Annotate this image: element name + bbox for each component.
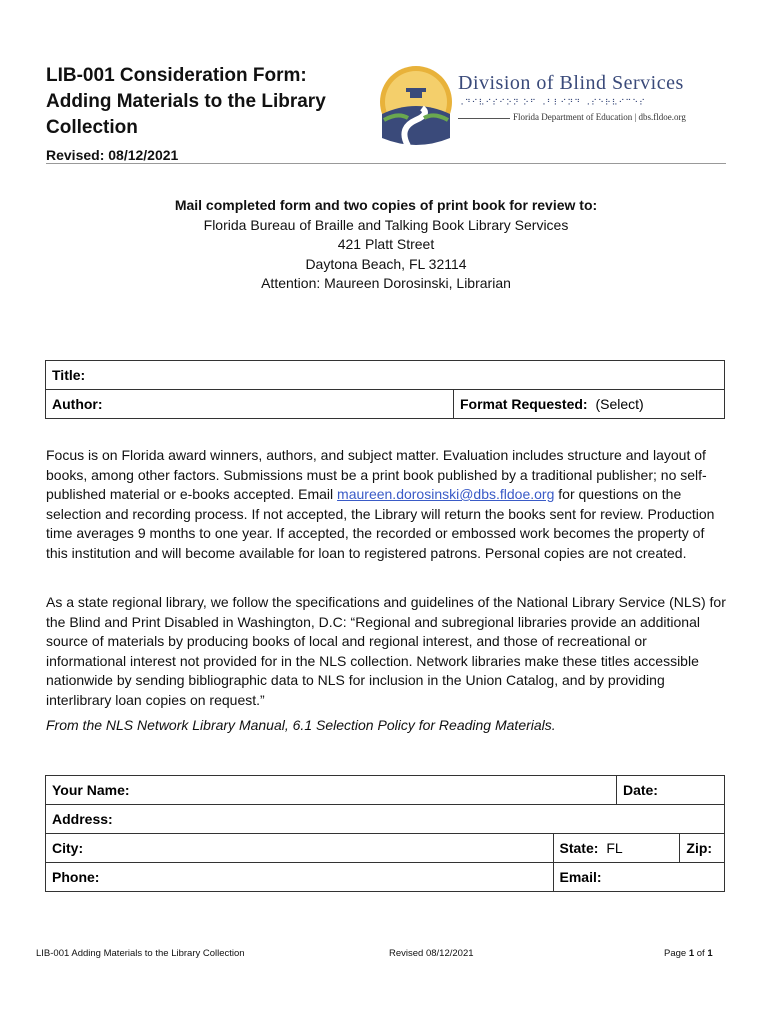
phone-field[interactable] [46, 863, 554, 892]
author-field[interactable] [46, 390, 454, 419]
mail-instructions [46, 196, 726, 294]
mail-line: 421 Platt Street [337, 236, 435, 252]
policy-text: Focus is on Florida award winners, authors, and subject matter. Evaluation includes structure and layout of books, among other factors. Submissions must be a print book published by a traditional publisher; no self-published material or e-books accepted. Email [46, 447, 707, 502]
address-field[interactable] [46, 805, 725, 834]
division-logo [378, 62, 723, 148]
nls-citation: From the NLS Network Library Manual, 6.1 Selection Policy for Reading Materials. [46, 717, 556, 733]
state-value: FL [606, 840, 623, 856]
policy-paragraph [46, 446, 726, 563]
address-label: Address: [52, 811, 113, 827]
nls-paragraph: As a state regional library, we follow the specifications and guidelines of the National Library Service (NLS) for the Blind and Print Disabled in Washington, D.C: “Regional and subregional libraries provide an additional source of materials by producing books of local and regional interest, and those of recreational or informational interest not provided for in the NLS collection. Network libraries make these titles accessible nationwide by sending bibliographic data to NLS for inclusion in the Union Catalog, and by providing interlibrary loan copies on request.” [46, 594, 726, 708]
footer-form-name: LIB-001 Adding Materials to the Library Collection [36, 948, 245, 959]
policy-text-continued: for questions on the selection and recording process. If not accepted, the Library will return the books sent for review. Production time averages 9 months to one year. If accepted, the recorded or embossed work becomes the property of this institution and will become available for loan to registered patrons. Personal copies are not created. [46, 486, 715, 561]
name-label: Your Name: [52, 782, 130, 798]
header-divider [46, 163, 726, 164]
city-label: City: [52, 840, 84, 856]
logo-divider [458, 118, 510, 119]
sun-road-icon [378, 62, 454, 148]
page-num: 1 [688, 948, 695, 959]
state-field[interactable] [553, 834, 680, 863]
page-prefix: Page [664, 948, 687, 959]
page-total: 1 [707, 948, 713, 959]
state-label: State: [559, 840, 599, 856]
braille-icon: ⠠⠙⠊⠧⠊⠎⠊⠕⠝ ⠕⠋ ⠠⠃⠇⠊⠝⠙ ⠠⠎⠑⠗⠧⠊⠉⠑⠎ [458, 98, 647, 107]
book-info-table [45, 360, 725, 419]
mail-line: Attention: Maureen Dorosinski, Librarian [261, 275, 511, 291]
logo-subtitle: Florida Department of Education | dbs.fldoe.org [513, 112, 686, 122]
header [46, 63, 366, 163]
zip-label: Zip: [686, 840, 713, 856]
page-of: of [696, 948, 705, 959]
name-field[interactable] [46, 776, 617, 805]
phone-label: Phone: [52, 869, 100, 885]
page-title: LIB-001 Consideration Form: Adding Materials to the Library Collection [46, 65, 326, 138]
format-field[interactable] [454, 390, 725, 419]
date-label: Date: [622, 782, 658, 798]
logo-name: Division of Blind Services [458, 72, 684, 94]
date-field[interactable] [616, 776, 724, 805]
mail-line: Florida Bureau of Braille and Talking Book Library Services [203, 216, 569, 233]
email-field[interactable] [553, 863, 724, 892]
contact-info-table [45, 775, 725, 892]
city-field[interactable] [46, 834, 554, 863]
footer-page-number [664, 948, 713, 959]
email-link[interactable]: maureen.dorosinski@dbs.fldoe.org [337, 486, 555, 502]
title-field[interactable] [46, 361, 725, 390]
zip-field[interactable] [680, 834, 725, 863]
author-label: Author: [52, 396, 103, 412]
format-label: Format Requested: [460, 396, 588, 412]
format-select[interactable]: (Select) [595, 396, 644, 412]
email-label: Email: [559, 869, 602, 885]
footer-revised: Revised 08/12/2021 [389, 948, 474, 959]
mail-line: Daytona Beach, FL 32114 [305, 255, 467, 272]
revised-date: Revised: 08/12/2021 [46, 147, 179, 163]
mail-heading: Mail completed form and two copies of print book for review to: [174, 197, 598, 213]
title-label: Title: [52, 367, 86, 383]
